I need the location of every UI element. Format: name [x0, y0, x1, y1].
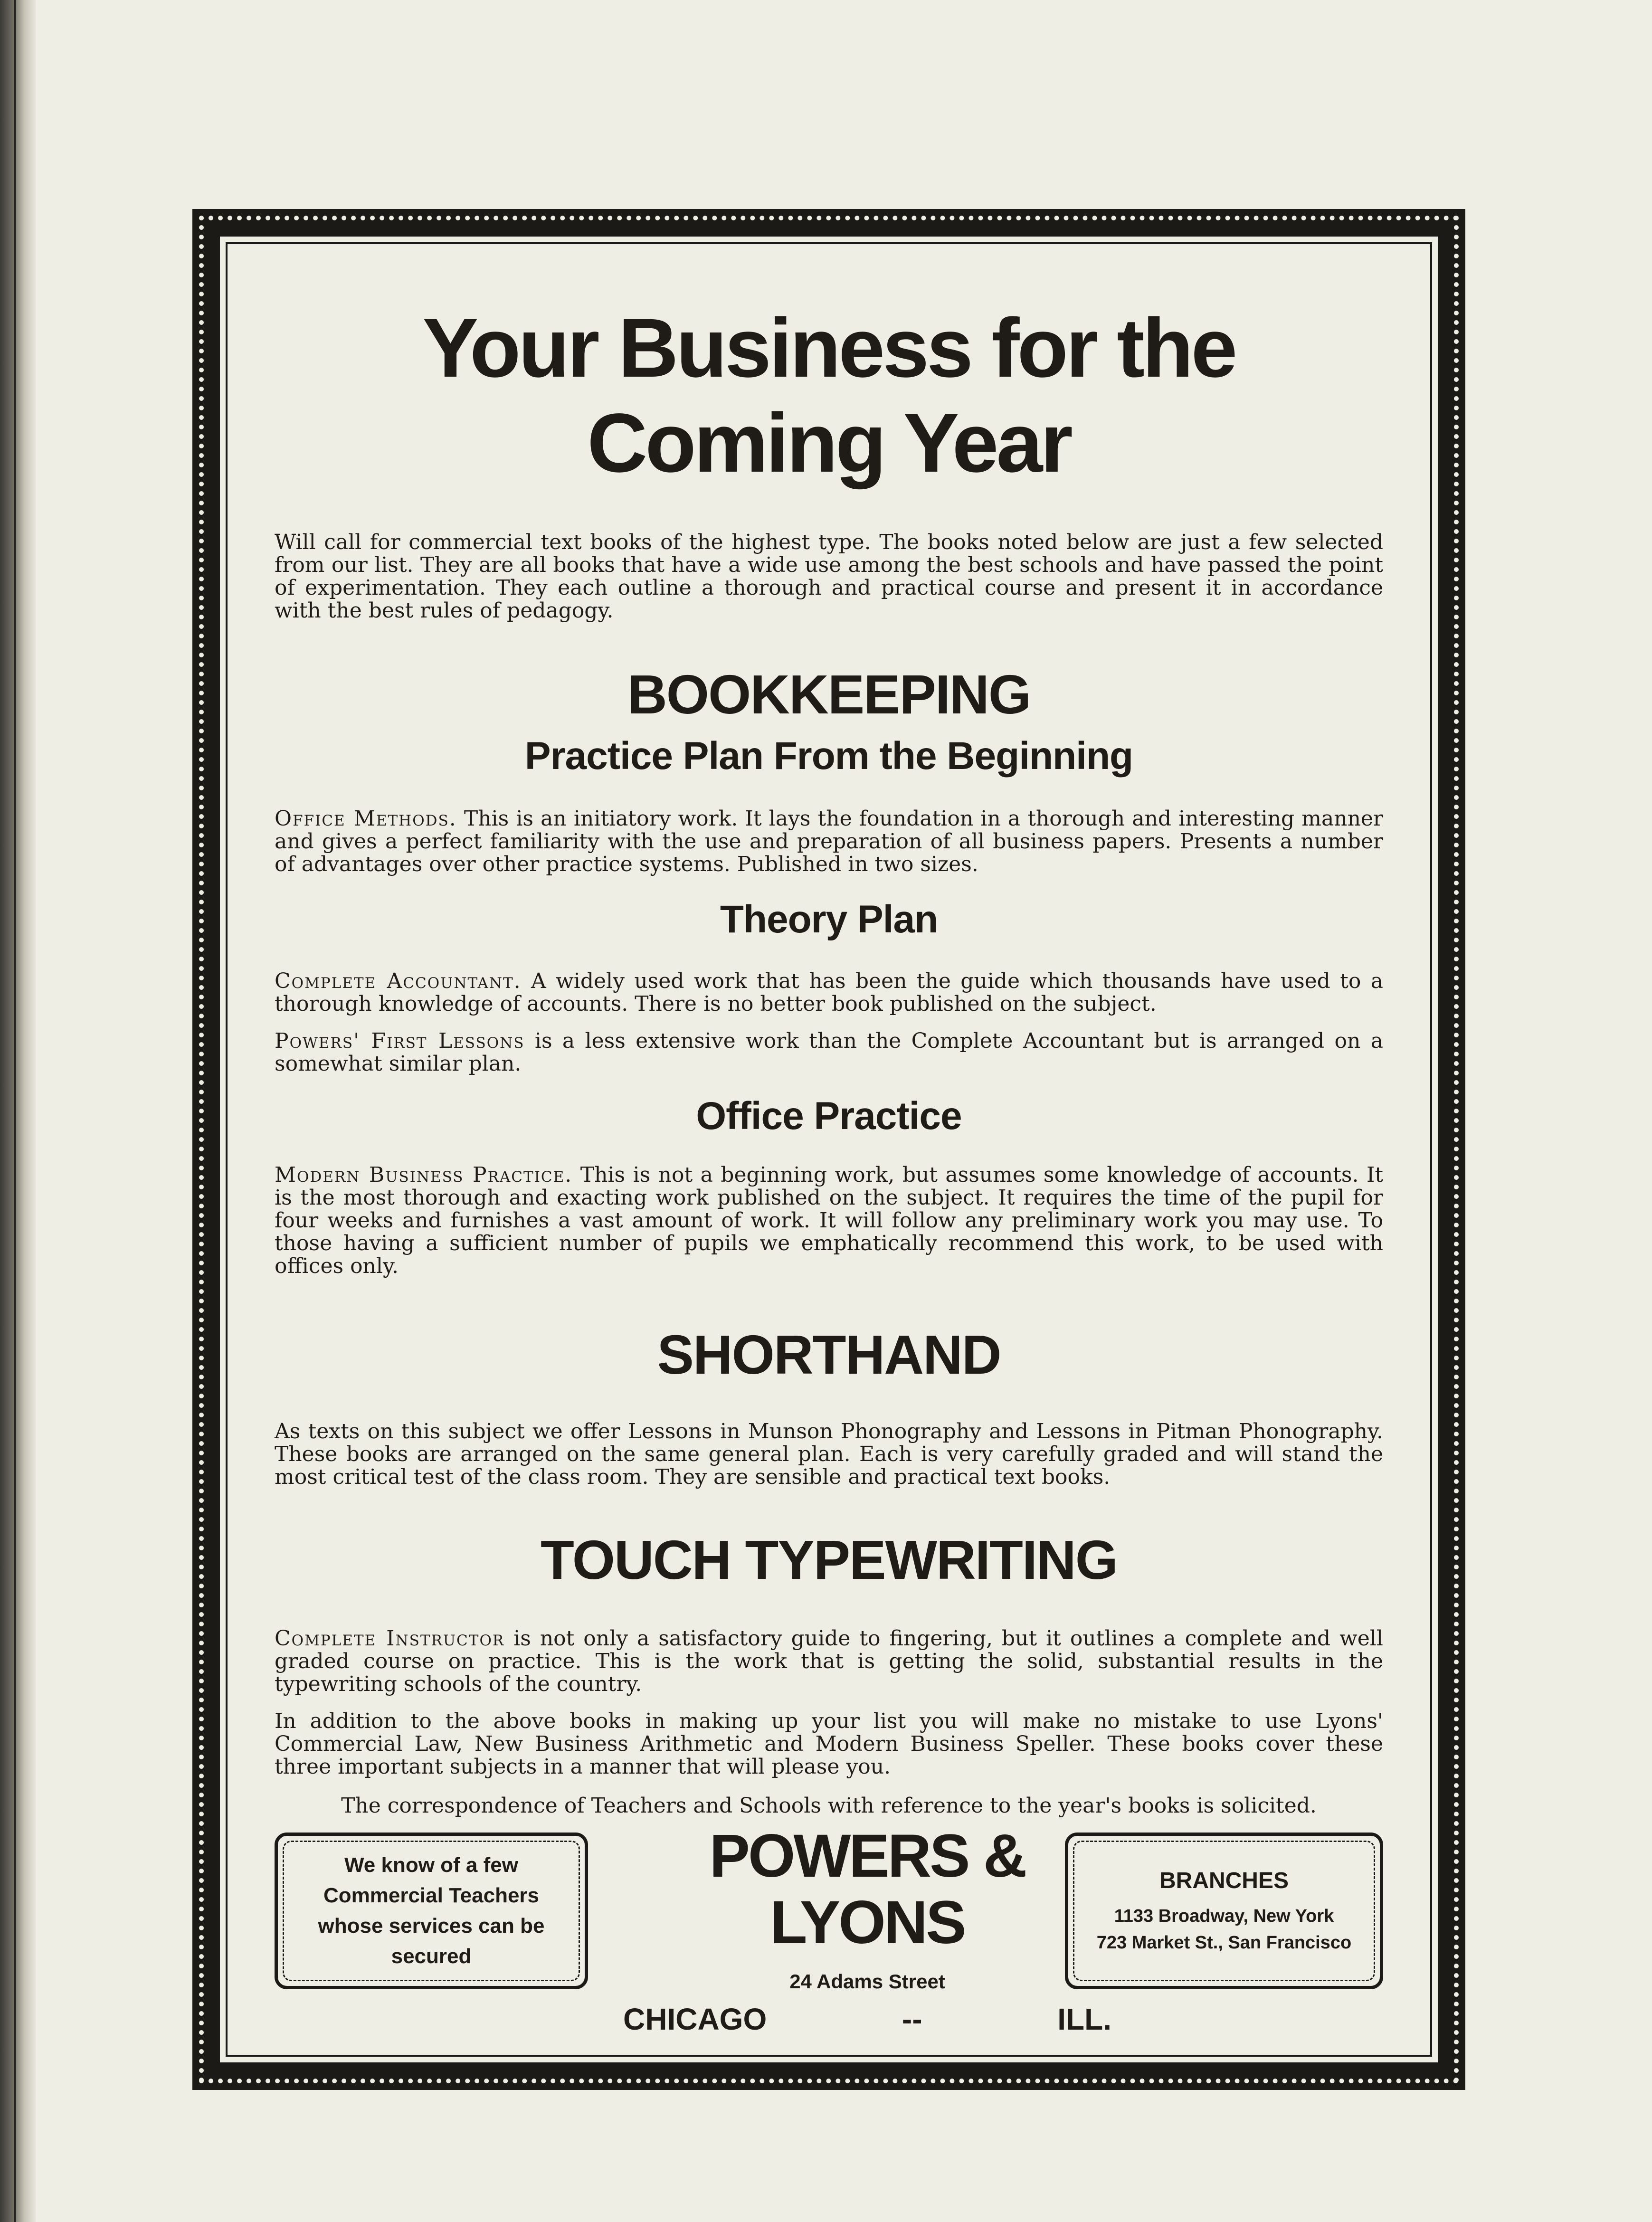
additional-books-paragraph: In addition to the above books in making up your list you will make no mistake to use Lyons' Commercial Law, New Business Arithmetic and Modern Business Speller. These books cover these three important subjects in a manner that will please you. — [275, 1709, 1383, 1779]
state: ILL. — [1057, 2002, 1111, 2036]
teachers-notice-box — [275, 1833, 588, 1989]
complete-accountant-text: A widely used work that has been the guide which thousands have used to a thorough knowledge of accounts. There is no better book published on the subject. — [275, 969, 1383, 1016]
book-name-first-lessons: Powers' First Lessons — [275, 1029, 525, 1053]
city-line — [621, 2002, 1113, 2037]
book-name-office-methods: Office Methods. — [275, 807, 457, 831]
book-name-complete-instructor: Complete Instructor — [275, 1626, 505, 1651]
teachers-notice-text: We know of a few Commercial Teachers whose services can be secured — [318, 1853, 545, 1968]
headline: Your Business for the Coming Year — [422, 302, 1235, 490]
book-spine — [0, 0, 36, 2222]
branches-box — [1065, 1833, 1383, 1989]
first-lessons-text: is a less extensive work than the Complete Accountant but is arranged on a somewhat similar plan. — [275, 1029, 1383, 1076]
page-gutter-line — [14, 0, 16, 2222]
book-name-complete-accountant: Complete Accountant. — [275, 969, 522, 993]
intro-paragraph: Will call for commercial text books of the highest type. The books noted below are just a few selected from our list. They are all books that have a wide use among the best schools and have passed the point of experimentation. They each outline a thorough and practical course and present it in accordance with the best rules of pedagogy. — [275, 530, 1383, 623]
advertisement-page — [220, 237, 1438, 2062]
modern-business-paragraph — [275, 1164, 1383, 1278]
street-address: 24 Adams Street — [789, 1970, 945, 1993]
subsection-title-practice-plan: Practice Plan From the Beginning — [524, 734, 1133, 778]
complete-instructor-paragraph — [275, 1627, 1383, 1696]
first-lessons-paragraph — [275, 1030, 1383, 1075]
section-title-bookkeeping: BOOKKEEPING — [627, 664, 1031, 725]
subsection-title-theory-plan: Theory Plan — [720, 898, 938, 941]
branches-title: BRANCHES — [1159, 1868, 1289, 1893]
publisher-block — [621, 1822, 1113, 2036]
city-separator: -- — [902, 2002, 922, 2036]
correspondence-note: The correspondence of Teachers and Schools with reference to the year's books is solicited. — [341, 1794, 1317, 1818]
office-methods-paragraph — [275, 807, 1383, 876]
company-name: POWERS & LYONS — [709, 1822, 1025, 1956]
complete-instructor-text: is not only a satisfactory guide to fingering, but it outlines a complete and well graded course on practice. This is the work that is getting the solid, substantial results in the typewriting schools of the country. — [275, 1626, 1383, 1696]
office-methods-text: This is an initiatory work. It lays the foundation in a thorough and interesting manner and gives a perfect familiarity with the use and preparation of all business papers. Presents a number of advantages over other practice systems. Published in two sizes. — [275, 807, 1384, 876]
publisher-footer — [275, 1822, 1383, 2036]
branch-new-york: 1133 Broadway, New York — [1114, 1906, 1334, 1926]
complete-accountant-paragraph — [275, 970, 1383, 1016]
shorthand-paragraph: As texts on this subject we offer Lessons in Munson Phonography and Lessons in Pitman Phonography. These books are arranged on the same general plan. Each is very carefully graded and will stand the most critical test of the class room. They are sensible and practical text books. — [275, 1419, 1383, 1489]
modern-business-text: This is not a beginning work, but assumes some knowledge of accounts. It is the most thorough and exacting work published on the subject. It requires the time of the pupil for four weeks and furnishes a vast amount of work. It will follow any preliminary work you may use. To those having a sufficient number of pupils we emphatically recommend this work, to be used with offices only. — [275, 1163, 1384, 1278]
section-title-typewriting: TOUCH TYPEWRITING — [540, 1529, 1118, 1591]
branch-san-francisco: 723 Market St., San Francisco — [1096, 1933, 1352, 1953]
subsection-title-office-practice: Office Practice — [696, 1094, 962, 1138]
book-name-modern-business: Modern Business Practice. — [275, 1163, 573, 1187]
section-title-shorthand: SHORTHAND — [657, 1324, 1001, 1386]
city: CHICAGO — [623, 2002, 767, 2036]
decorative-border — [192, 209, 1465, 2090]
